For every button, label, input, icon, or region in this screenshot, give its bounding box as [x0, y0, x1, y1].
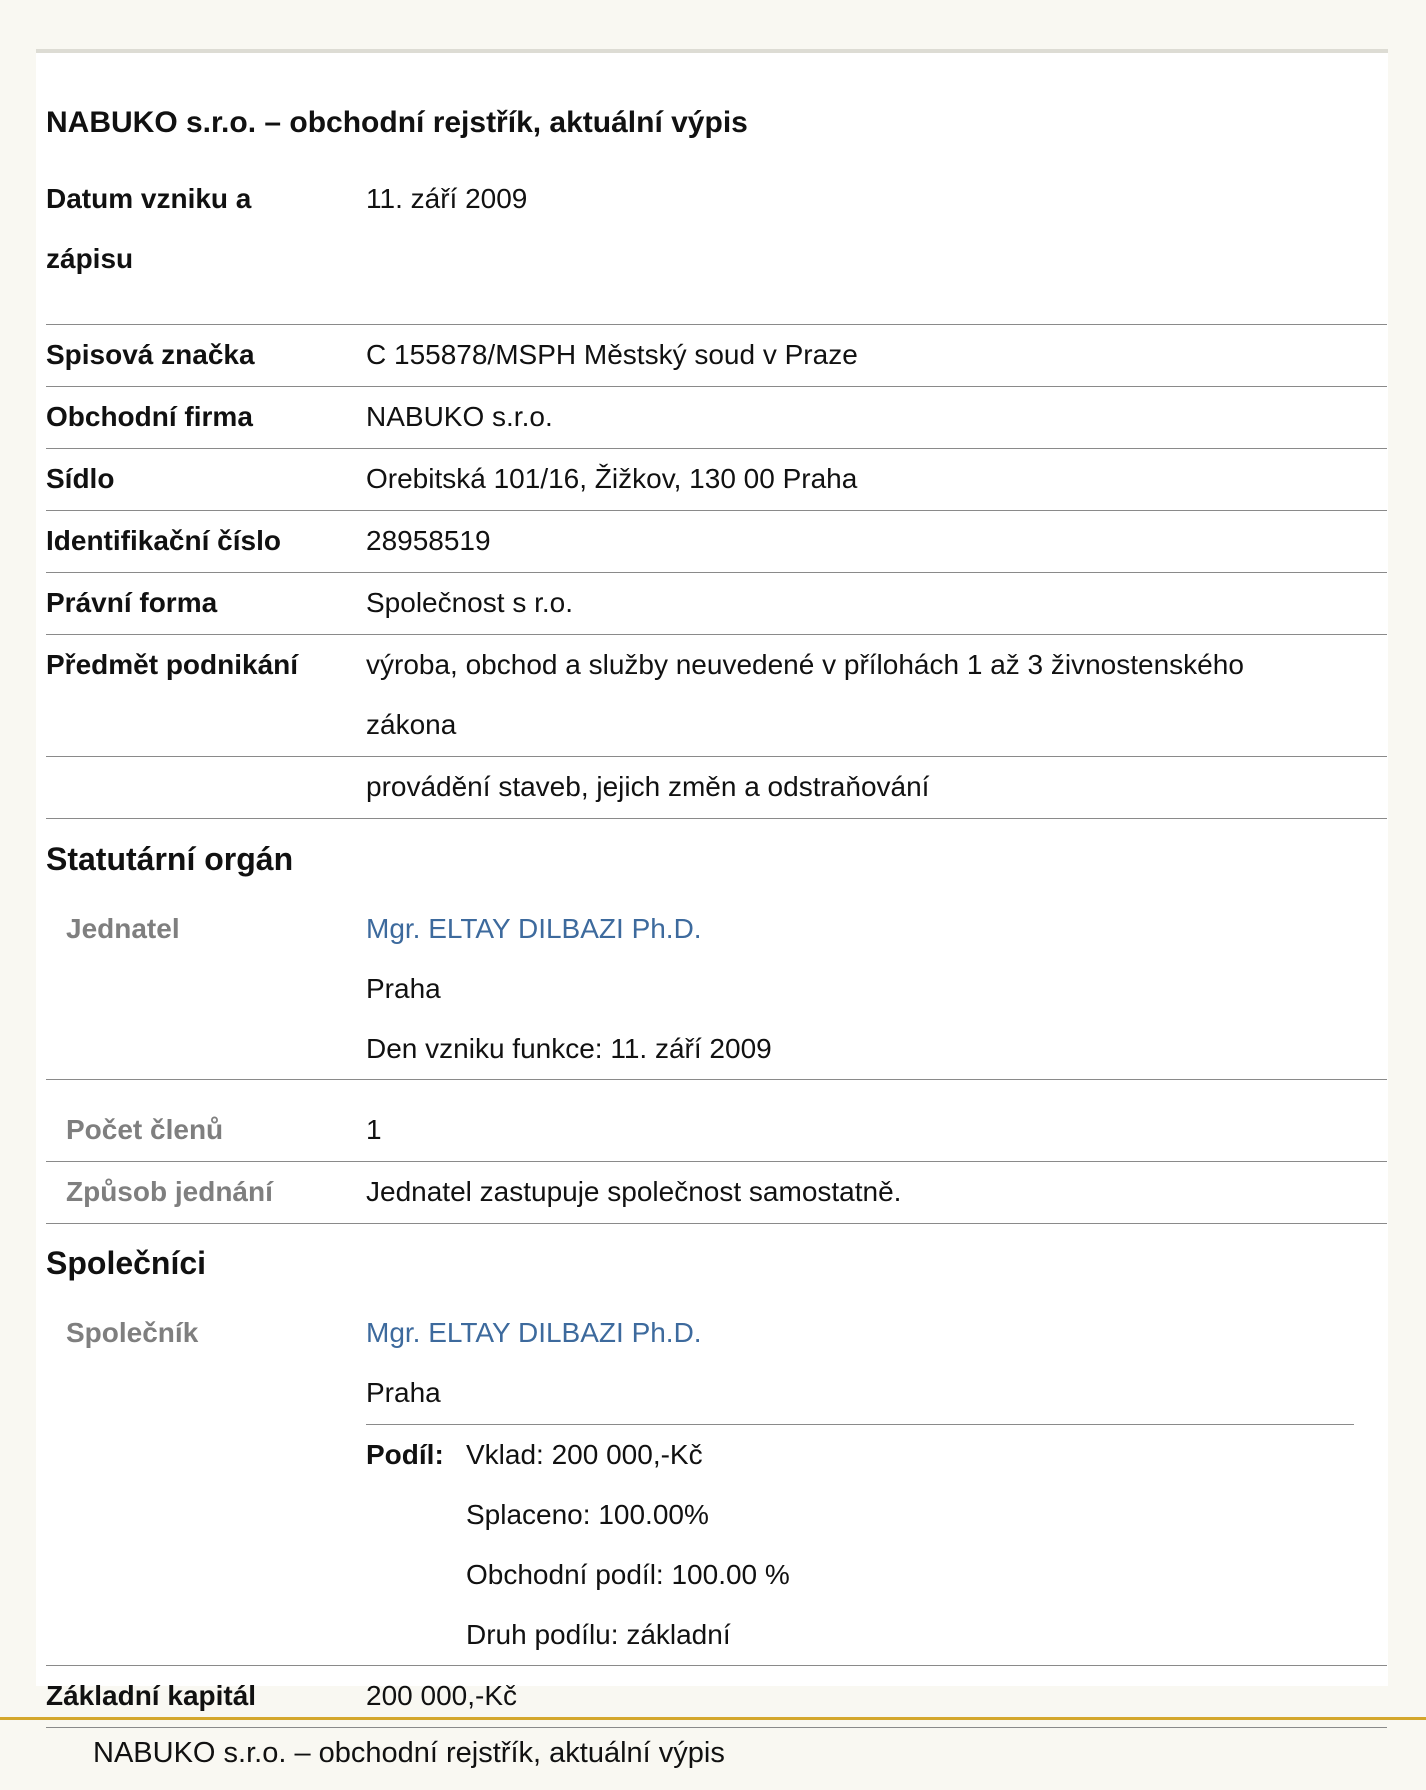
value-obchodni-podil: Obchodní podíl: 100.00 %	[466, 1559, 790, 1590]
value-druh-podilu: Druh podílu: základní	[466, 1619, 731, 1650]
row-predmet-podnikani-2	[46, 757, 1387, 819]
value-zakladni-kapital: 200 000,-Kč	[366, 1680, 517, 1711]
value-splaceno: Splaceno: 100.00%	[466, 1499, 709, 1530]
row-predmet-podnikani	[46, 635, 1387, 757]
label-spisova: Spisová značka	[46, 339, 255, 370]
row-spisova-znacka	[46, 325, 1387, 387]
label-jednatel: Jednatel	[66, 913, 180, 944]
value-predmet-2: provádění staveb, jejich změn a odstraňování	[366, 771, 930, 802]
value-vklad: Vklad: 200 000,-Kč	[466, 1439, 703, 1470]
value-pocet-clenu: 1	[366, 1114, 382, 1145]
row-pravni-forma	[46, 573, 1387, 635]
row-obchodni-firma	[46, 387, 1387, 449]
row-jednatel	[46, 899, 1387, 1080]
row-datum-vzniku	[46, 169, 1387, 325]
link-spolecnik-name[interactable]: Mgr. ELTAY DILBAZI Ph.D.	[366, 1317, 702, 1348]
row-spolecnik	[46, 1303, 1387, 1666]
value-firma: NABUKO s.r.o.	[366, 401, 553, 432]
section-statutarni-organ: Statutární orgán	[46, 841, 294, 877]
label-pocet-clenu: Počet členů	[66, 1114, 224, 1145]
value-jednatel-city: Praha	[366, 973, 441, 1004]
value-spisova: C 155878/MSPH Městský soud v Praze	[366, 339, 858, 370]
label-sidlo: Sídlo	[46, 463, 115, 494]
value-sidlo: Orebitská 101/16, Žižkov, 130 00 Praha	[366, 463, 858, 494]
value-zpusob-jednani: Jednatel zastupuje společnost samostatně.	[366, 1176, 902, 1207]
label-predmet: Předmět podnikání	[46, 649, 299, 680]
value-jednatel-since: Den vzniku funkce: 11. září 2009	[366, 1033, 772, 1064]
value-datum: 11. září 2009	[366, 183, 528, 214]
label-datum-line2: zápisu	[46, 243, 134, 274]
label-spolecnik: Společník	[66, 1317, 199, 1348]
row-ico	[46, 511, 1387, 573]
value-pravni-forma: Společnost s r.o.	[366, 587, 574, 618]
row-zpusob-jednani	[46, 1162, 1387, 1224]
value-predmet-1-line1: výroba, obchod a služby neuvedené v přílohách 1 až 3 živnostenského	[366, 649, 1244, 680]
footer-divider	[0, 1717, 1426, 1720]
footer-title: NABUKO s.r.o. – obchodní rejstřík, aktuální výpis	[93, 1737, 725, 1769]
value-spolecnik-city: Praha	[366, 1377, 441, 1408]
register-extract-card	[36, 49, 1388, 1711]
row-sidlo	[46, 449, 1387, 511]
label-zpusob-jednani: Způsob jednání	[66, 1176, 273, 1207]
value-ico: 28958519	[366, 525, 491, 556]
label-ico: Identifikační číslo	[46, 525, 281, 556]
label-pravni-forma: Právní forma	[46, 587, 218, 618]
label-datum-line1: Datum vzniku a	[46, 183, 252, 214]
value-predmet-1-line2: zákona	[366, 709, 457, 740]
section-spolecnici: Společníci	[46, 1245, 207, 1281]
page-title: NABUKO s.r.o. – obchodní rejstřík, aktuální výpis	[46, 106, 748, 139]
label-podil: Podíl:	[366, 1439, 444, 1470]
label-firma: Obchodní firma	[46, 401, 253, 432]
label-zakladni-kapital: Základní kapitál	[46, 1680, 257, 1711]
row-pocet-clenu	[46, 1080, 1387, 1162]
link-jednatel-name[interactable]: Mgr. ELTAY DILBAZI Ph.D.	[366, 913, 702, 944]
